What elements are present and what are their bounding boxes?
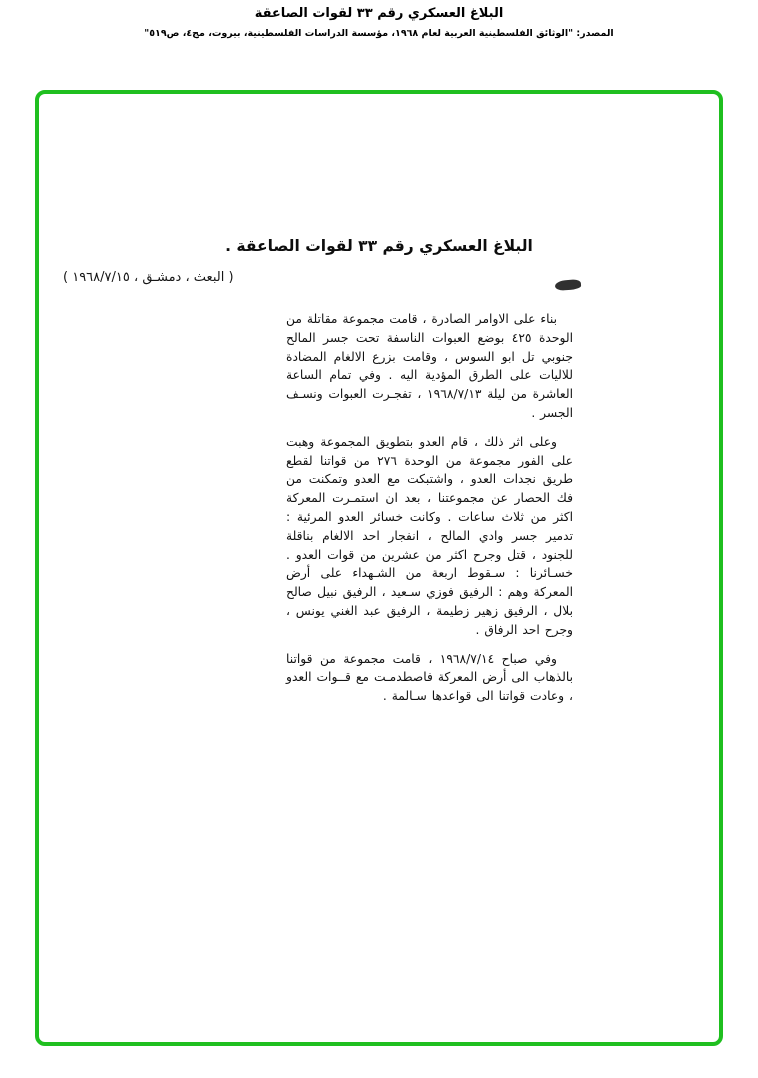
page-header bbox=[0, 6, 758, 39]
paragraph: وعلى اثر ذلك ، قام العدو بتطويق المجموعة وهبت على الفور مجموعة من الوحدة ٢٧٦ من قواتنا لقطع طريق نجدات العدو ، واشتبكت مع العدو وتمكنت من فك الحصار عن مجموعتنا ، بعد ان استمـرت المعركة اكثر من ثلاث ساعات . وكانت خسائر العدو المرئية : تدمير جسر وادي المالح ، انفجار احد الالغام بناقلة للجنود ، قتل وجرح اكثر من عشرين من قوات العدو . خسـائرنا : سـقوط اربعة من الشـهداء على أرض المعركة وهم : الرفيق فوزي سـعيد ، الرفيق نبيل صالح بلال ، الرفيق زهير زطيمة ، الرفيق عبد الغني يونس ، وجرح احد الرفاق . bbox=[286, 434, 573, 637]
ink-smudge bbox=[555, 279, 582, 291]
document-body bbox=[286, 310, 573, 706]
scan-content bbox=[39, 94, 719, 1042]
header-source-citation: المصدر: "الوثائق الفلسطينية العربية لعام ١٩٦٨، مؤسسة الدراسات الفلسطينية، بيروت، مج٤، ص٥١٩" bbox=[144, 28, 614, 39]
green-border-frame bbox=[35, 90, 723, 1046]
paragraph: بناء على الاوامر الصادرة ، قامت مجموعة مقاتلة من الوحدة ٤٢٥ بوضع العبوات الناسفة تحت جسر المالح جنوبي تل ابو السوس ، وقامت بزرع الالغام المضادة للاليات على الطرق المؤدية اليه . وفي تمام الساعة العاشرة من ليلة ١٩٦٨/٧/١٣ ، تفجـرت العبوات ونسـف الجسر . bbox=[286, 312, 573, 420]
paragraph: وفي صباح ١٩٦٨/٧/١٤ ، قامت مجموعة من قواتنا بالذهاب الى أرض المعركة فاصطدمـت مع قــوات العدو ، وعادت قواتنا الى قواعدها سـالمة . bbox=[286, 651, 573, 704]
document-dateline: ( البعث ، دمشـق ، ١٩٦٨/٧/١٥ ) bbox=[63, 270, 234, 285]
header-title: البلاغ العسكري رقم ٣٣ لقوات الصاعقة bbox=[254, 6, 504, 21]
document-title: البلاغ العسكري رقم ٣٣ لقوات الصاعقة . bbox=[225, 237, 533, 255]
